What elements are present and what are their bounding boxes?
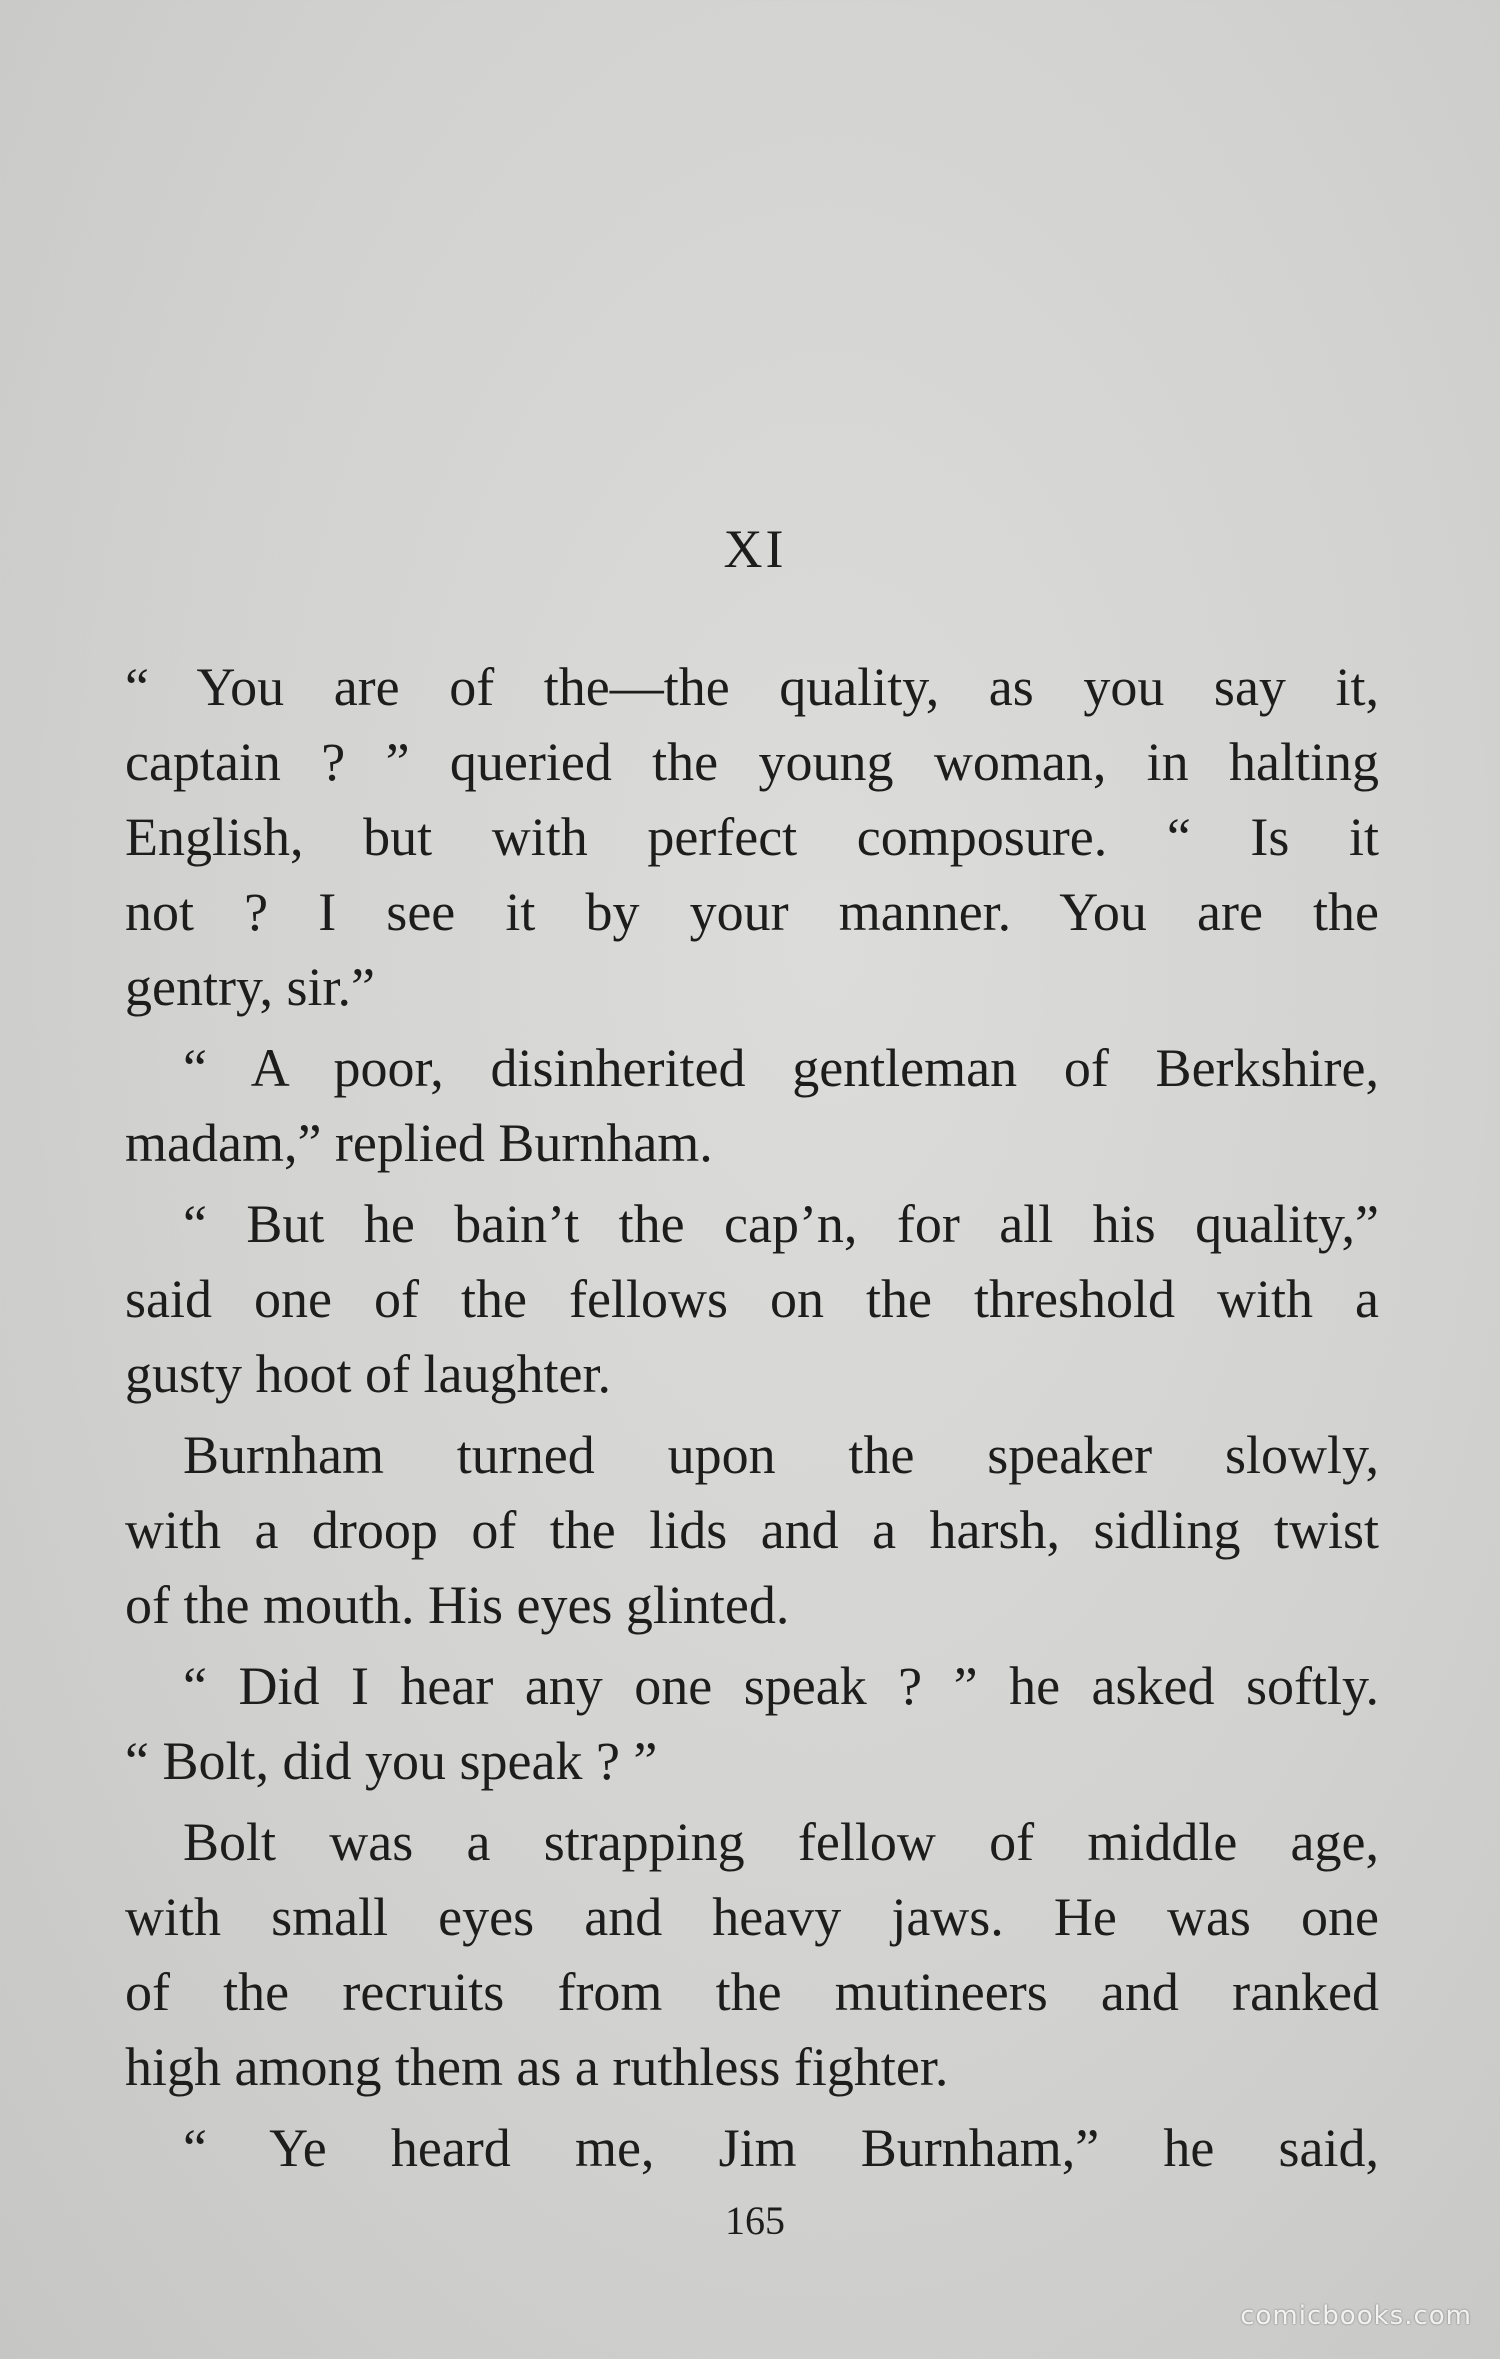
text-line: not ? I see it by your manner. You are the [125,882,1379,942]
paragraph-1 [125,650,1379,1025]
paragraph-3 [125,1187,1379,1412]
text-line: gentry, sir.” [125,957,375,1017]
text-line: “ But he bain’t the cap’n, for all his quality,” [183,1194,1379,1254]
paragraph-6 [125,1805,1379,2105]
text-line: madam,” replied Burnham. [125,1113,713,1173]
text-line: with small eyes and heavy jaws. He was one [125,1887,1379,1947]
text-line: of the recruits from the mutineers and ranked [125,1962,1379,2022]
paragraph-5 [125,1649,1379,1799]
body-text [125,650,1379,2192]
text-line: Burnham turned upon the speaker slowly, [183,1425,1379,1485]
text-line: with a droop of the lids and a harsh, sidling twist [125,1500,1379,1560]
chapter-heading: XI [723,519,787,579]
text-line: Bolt was a strapping fellow of middle age, [183,1812,1379,1872]
text-line: gusty hoot of laughter. [125,1344,611,1404]
text-line: “ Ye heard me, Jim Burnham,” he said, [183,2118,1379,2178]
text-line: captain ? ” queried the young woman, in halting [125,732,1379,792]
text-line: of the mouth. His eyes glinted. [125,1575,790,1635]
page-number: 165 [725,2198,785,2243]
text-line: “ Bolt, did you speak ? ” [125,1731,658,1791]
text-line: said one of the fellows on the threshold with a [125,1269,1379,1329]
text-line: “ A poor, disinherited gentleman of Berkshire, [183,1038,1379,1098]
text-line: “ You are of the—the quality, as you say it, [125,657,1379,717]
paragraph-4 [125,1418,1379,1643]
text-line: high among them as a ruthless fighter. [125,2037,949,2097]
watermark-logo: comicbooks.com [1240,2301,1472,2331]
text-line: “ Did I hear any one speak ? ” he asked softly. [183,1656,1379,1716]
paragraph-2 [125,1031,1379,1181]
text-line: English, but with perfect composure. “ Is it [125,807,1379,867]
paragraph-7 [125,2111,1379,2186]
